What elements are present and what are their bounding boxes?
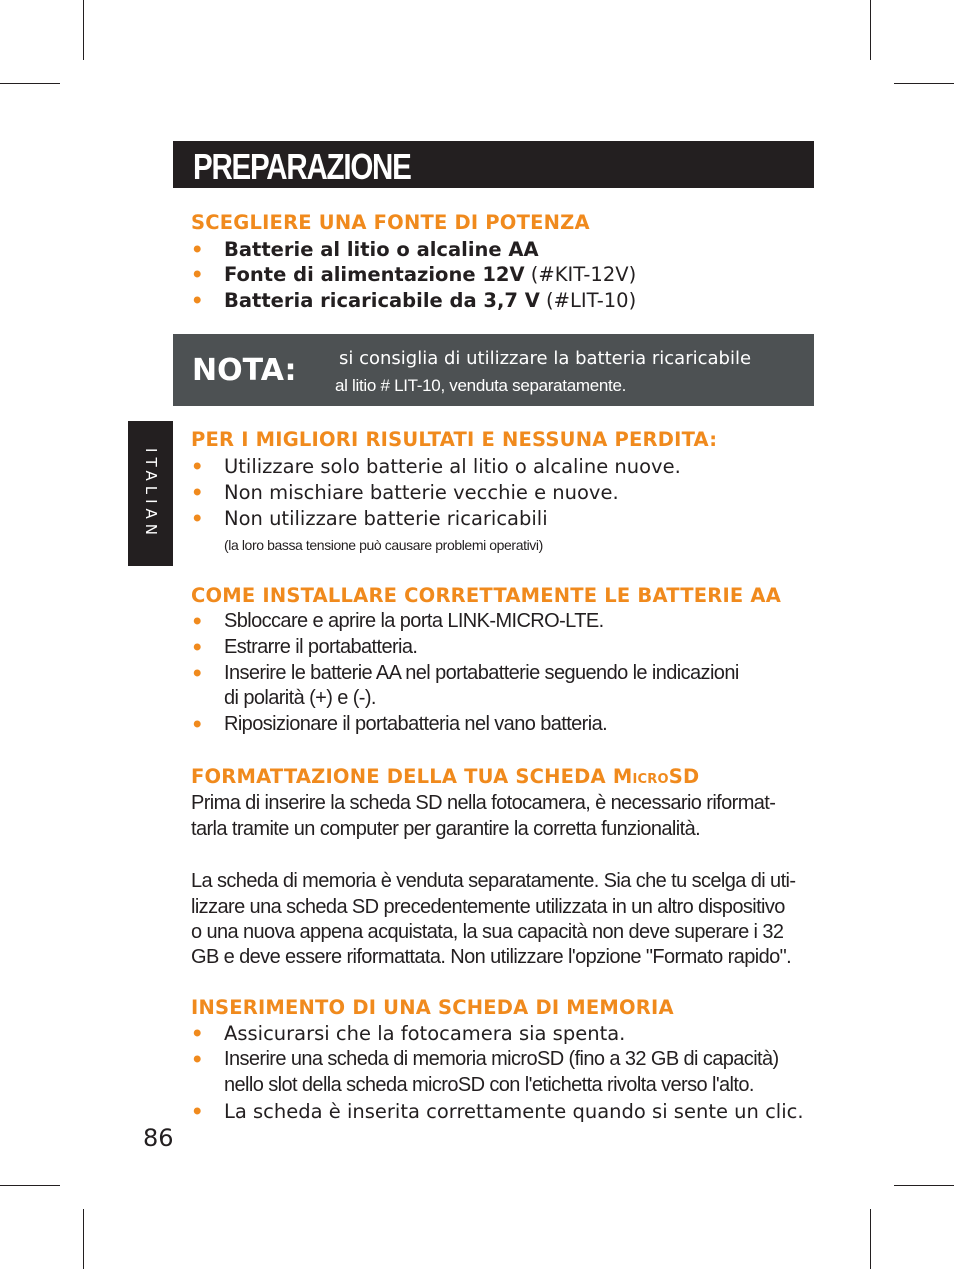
memory-heading: INSERIMENTO DI UNA SCHEDA DI MEMORIA <box>191 996 674 1019</box>
list-item-text: Sbloccare e aprire la porta LINK-MICRO-LTE. <box>224 610 604 632</box>
paragraph-line: GB e deve essere riformattata. Non utilizzare l'opzione "Formato rapido". <box>191 946 792 968</box>
bullet-icon: • <box>191 1048 204 1071</box>
bullet-icon: • <box>191 263 204 286</box>
list-item-text: Non utilizzare batterie ricaricabili <box>224 507 548 530</box>
list-item-text: Inserire le batterie AA nel portabatterie seguendo le indicazioni <box>224 662 739 684</box>
bullet-icon: • <box>191 713 204 736</box>
list-item-text: Riposizionare il portabatteria nel vano batteria. <box>224 713 608 735</box>
bullet-icon: • <box>191 289 204 312</box>
paragraph-line: o una nuova appena acquistata, la sua capacità non deve superare i 32 <box>191 921 784 943</box>
crop-mark <box>894 1185 954 1186</box>
paragraph-line: La scheda di memoria è venduta separatamente. Sia che tu scelga di uti- <box>191 870 796 892</box>
page-number: 86 <box>143 1124 174 1152</box>
bullet-icon: • <box>191 455 204 478</box>
paragraph-line: Prima di inserire la scheda SD nella fotocamera, è necessario riformat- <box>191 792 776 814</box>
list-item-text: Assicurarsi che la fotocamera sia spenta. <box>224 1022 626 1045</box>
list-item-text: Utilizzare solo batterie al litio o alcaline nuove. <box>224 455 681 478</box>
list-item-text: di polarità (+) e (-). <box>224 687 376 709</box>
list-item-text: Inserire una scheda di memoria microSD (fino a 32 GB di capacità) <box>224 1048 779 1070</box>
crop-mark <box>0 83 60 84</box>
format-heading: FORMATTAZIONE DELLA TUA SCHEDA MICROSD <box>191 765 700 788</box>
bullet-icon: • <box>191 1100 204 1123</box>
best-results-heading: PER I MIGLIORI RISULTATI E NESSUNA PERDITA: <box>191 428 718 451</box>
language-tab-label: ITALIAN <box>141 447 160 540</box>
power-section-heading: SCEGLIERE UNA FONTE DI POTENZA <box>191 211 590 234</box>
crop-mark <box>0 1185 60 1186</box>
bullet-icon: • <box>191 662 204 685</box>
language-tab <box>128 421 173 566</box>
crop-mark <box>870 0 871 60</box>
note-label: NOTA: <box>192 353 297 388</box>
page-title-bar <box>173 141 814 188</box>
paragraph-line: tarla tramite un computer per garantire la corretta funzionalità. <box>191 818 701 840</box>
list-item-bold: Fonte di alimentazione 12V <box>224 263 525 286</box>
list-item-text: (#KIT-12V) <box>524 263 637 286</box>
crop-mark <box>894 83 954 84</box>
bullet-icon: • <box>191 610 204 633</box>
list-item-text: Non mischiare batterie vecchie e nuove. <box>224 481 619 504</box>
list-item-text: La scheda è inserita correttamente quando si sente un clic. <box>224 1100 804 1123</box>
bullet-icon: • <box>191 636 204 659</box>
note-box <box>173 334 814 406</box>
list-item-text: nello slot della scheda microSD con l'etichetta rivolta verso l'alto. <box>224 1074 754 1096</box>
subnote: (la loro bassa tensione può causare problemi operativi) <box>224 537 543 553</box>
list-item-text: Estrarre il portabatteria. <box>224 636 418 658</box>
page-title: PREPARAZIONE <box>193 146 411 187</box>
note-text-line2: al litio # LIT-10, venduta separatamente. <box>335 376 627 395</box>
paragraph-line: lizzare una scheda SD precedentemente utilizzata in un altro dispositivo <box>191 896 785 918</box>
bullet-icon: • <box>191 1022 204 1045</box>
crop-mark <box>870 1209 871 1269</box>
list-item-bold: Batteria ricaricabile da 3,7 V <box>224 289 540 312</box>
bullet-icon: • <box>191 238 204 261</box>
install-heading: COME INSTALLARE CORRETTAMENTE LE BATTERIE AA <box>191 584 782 607</box>
crop-mark <box>83 1209 84 1269</box>
note-text-line1: si consiglia di utilizzare la batteria ricaricabile <box>339 348 752 369</box>
crop-mark <box>83 0 84 60</box>
bullet-icon: • <box>191 507 204 530</box>
list-item-bold: Batterie al litio o alcaline AA <box>224 238 539 261</box>
list-item-text: (#LIT-10) <box>539 289 637 312</box>
bullet-icon: • <box>191 481 204 504</box>
